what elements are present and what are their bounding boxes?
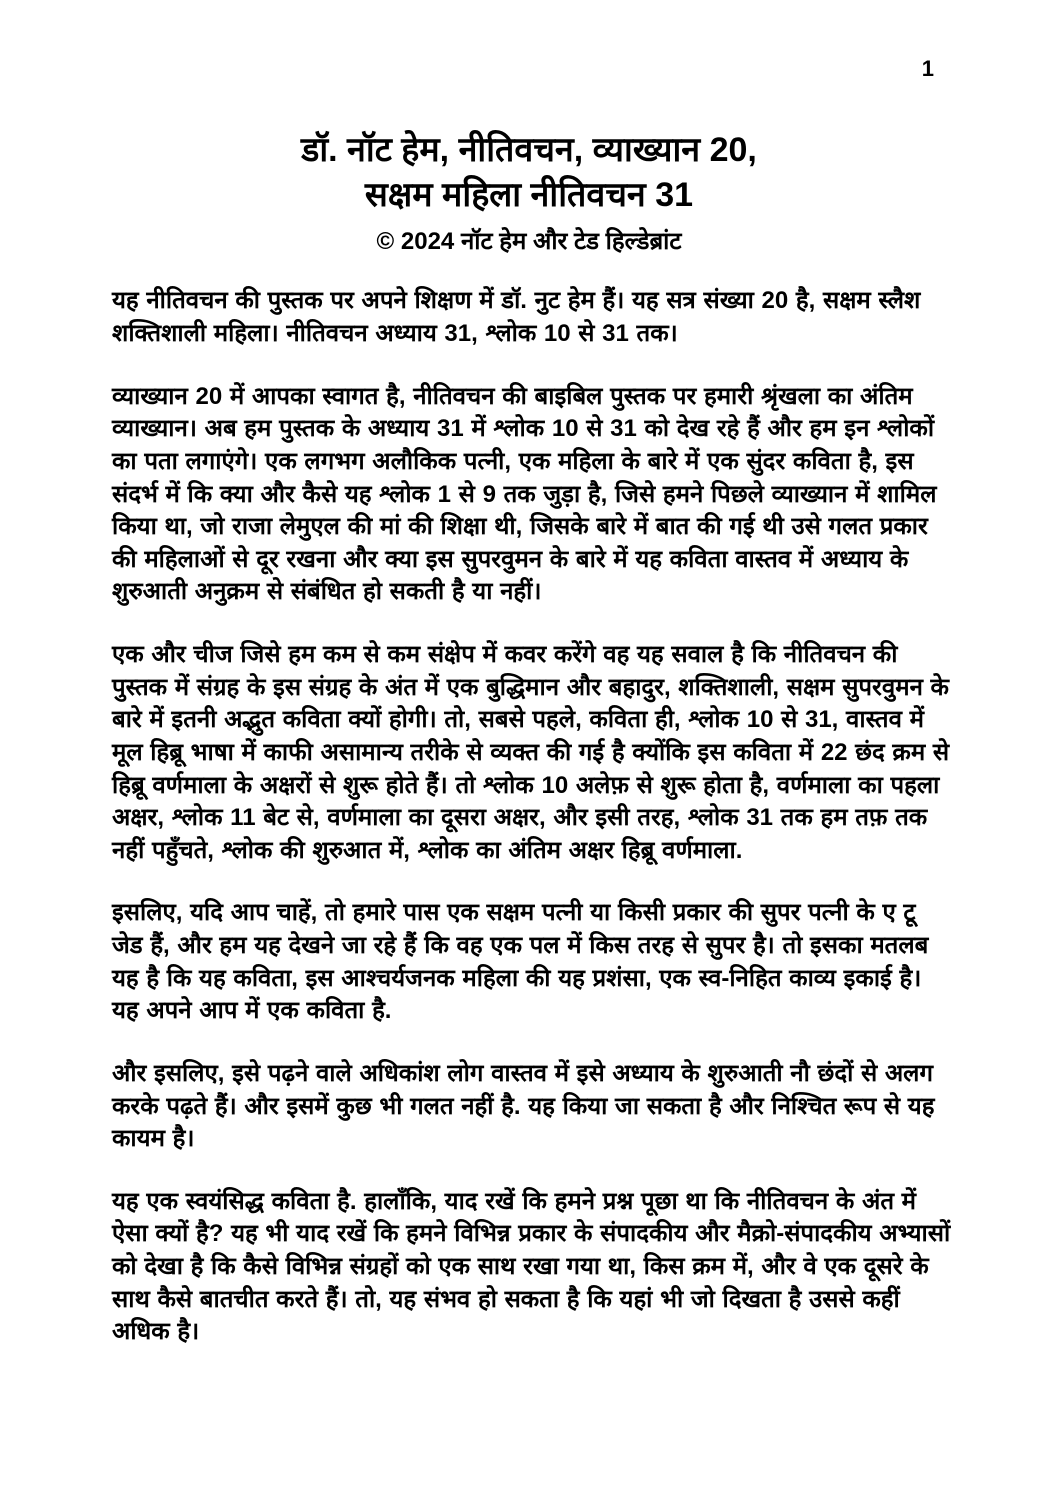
document-header (0, 128, 1058, 257)
document-body (0, 285, 1058, 1349)
page-number: 1 (921, 56, 934, 81)
document-title-line-2: सक्षम महिला नीतिवचन 31 (364, 176, 694, 215)
paragraph-welcome: व्याख्यान 20 में आपका स्वागत है, नीतिवचन की बाइबिल पुस्तक पर हमारी श्रृंखला का अंतिम व्याख्यान। अब हम पुस्तक के अध्याय 31 में श्लोक 10 से 31 को देख रहे हैं और हम इन श्लोकों का पता लगाएंगे। एक लगभग अलौकिक पत्नी, एक महिला के बारे में एक सुंदर कविता है, इस संदर्भ में कि क्या और कैसे यह श्लोक 1 से 9 तक जुड़ा है, जिसे हमने पिछले व्याख्यान में शामिल किया था, जो राजा लेमुएल की मां की शिक्षा थी, जिसके बारे में बात की गई थी उसे गलत प्रकार की महिलाओं से दूर रखना और क्या इस सुपरवुमन के बारे में यह कविता वास्तव में अध्याय के शुरुआती अनुक्रम से संबंधित हो सकती है या नहीं। (112, 382, 937, 606)
copyright-line: © 2024 नॉट हेम और टेड हिल्डेब्रांट (376, 228, 682, 256)
paragraph-a-to-z: इसलिए, यदि आप चाहें, तो हमारे पास एक सक्षम पत्नी या किसी प्रकार की सुपर पत्नी के ए टू जेड हैं, और हम यह देखने जा रहे हैं कि वह एक पल में किस तरह से सुपर है। तो इसका मतलब यह है कि यह कविता, इस आश्चर्यजनक महिला की यह प्रशंसा, एक स्व-निहित काव्य इकाई है। यह अपने आप में एक कविता है. (112, 899, 929, 1025)
document-title-line-1: डॉ. नॉट हेम, नीतिवचन, व्याख्यान 20, (301, 131, 757, 169)
paragraph-acrostic: एक और चीज जिसे हम कम से कम संक्षेप में कवर करेंगे वह यह सवाल है कि नीतिवचन की पुस्तक में संग्रह के इस संग्रह के अंत में एक बुद्धिमान और बहादुर, शक्तिशाली, सक्षम सुपरवुमन के बारे में इतनी अद्भुत कविता क्यों होगी। तो, सबसे पहले, कविता ही, श्लोक 10 से 31, वास्तव में मूल हिब्रू भाषा में काफी असामान्य तरीके से व्यक्त की गई है क्योंकि इस कविता में 22 छंद क्रम से हिब्रू वर्णमाला के अक्षरों से शुरू होते हैं। तो श्लोक 10 अलेफ़ से शुरू होता है, वर्णमाला का पहला अक्षर, श्लोक 11 बेट से, वर्णमाला का दूसरा अक्षर, और इसी तरह, श्लोक 31 तक हम तफ़ तक नहीं पहुँचते, श्लोक की शुरुआत में, श्लोक का अंतिम अक्षर हिब्रू वर्णमाला. (112, 641, 950, 864)
paragraph-separate-reading: और इसलिए, इसे पढ़ने वाले अधिकांश लोग वास्तव में इसे अध्याय के शुरुआती नौ छंदों से अलग करके पढ़ते हैं। और इसमें कुछ भी गलत नहीं है. यह किया जा सकता है और निश्चित रूप से यह कायम है। (112, 1059, 935, 1153)
paragraph-editorial: यह एक स्वयंसिद्ध कविता है. हालाँकि, याद रखें कि हमने प्रश्न पूछा था कि नीतिवचन के अंत में ऐसा क्यों है? यह भी याद रखें कि हमने विभिन्न प्रकार के संपादकीय और मैक्रो-संपादकीय अभ्यासों को देखा है कि कैसे विभिन्न संग्रहों को एक साथ रखा गया था, किस क्रम में, और वे एक दूसरे के साथ कैसे बातचीत करते हैं। तो, यह संभव हो सकता है कि यहां भी जो दिखता है उससे कहीं अधिक है। (112, 1187, 951, 1346)
paragraph-intro: यह नीतिवचन की पुस्तक पर अपने शिक्षण में डॉ. नुट हेम हैं। यह सत्र संख्या 20 है, सक्षम स्लैश शक्तिशाली महिला। नीतिवचन अध्याय 31, श्लोक 10 से 31 तक। (112, 287, 921, 348)
